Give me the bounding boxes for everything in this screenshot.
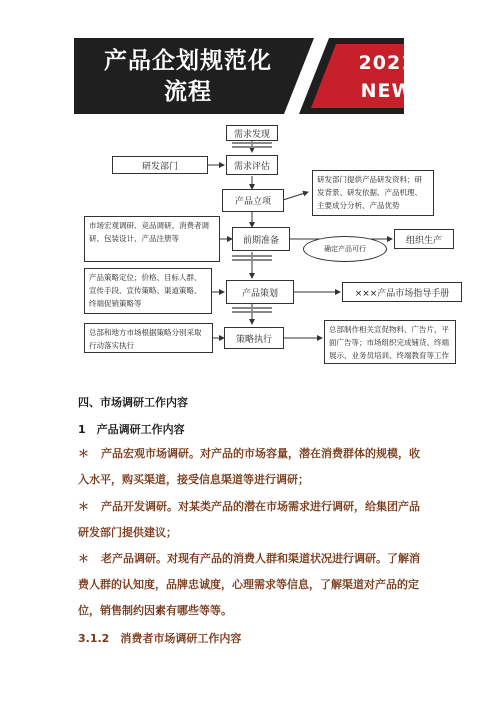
paragraph-macro-research: ＊ 产品宏观市场调研。对产品的市场容量，潜在消费群体的规模，收入水平，购买渠道，接受信息渠道等进行调研； [78, 447, 420, 486]
section-heading-4: 四、市场调研工作内容 [78, 396, 188, 409]
new-label: NEW [360, 80, 414, 102]
step-product-planning: 产品策划 [226, 280, 294, 304]
page-title: 产品企划规范化 流程 [104, 48, 272, 105]
bullet-star-icon: ＊ [78, 552, 89, 565]
rd-materials-note: 研发部门提供产品研发资料；研发背景、研发依据、产品机理、主要成分分析、产品优势 [312, 170, 434, 216]
section-heading-1: 1 产品调研工作内容 [78, 423, 185, 436]
market-research-note: 市场宏观调研、竞品调研、消费者调研、包装设计、产品注册等 [84, 216, 220, 262]
paragraph-old-product-research: ＊ 老产品调研。对现有产品的消费人群和渠道状况进行调研。了解消费人群的认知度，品牌忠诚度，心理需求等信息，了解渠道对产品的定位，销售制约因素有哪些等等。 [78, 552, 420, 617]
bullet-star-icon: ＊ [78, 500, 89, 513]
product-strategy-note: 产品策略定位；价格、目标人群、宣传手段、宣传策略、渠道策略、终端促销策略等 [84, 268, 212, 314]
step-strategy-execution: 策略执行 [224, 327, 284, 349]
step-demand-discovery: 需求发现 [226, 125, 278, 141]
rd-department-box: 研发部门 [112, 156, 208, 174]
hq-promotion-note: 总部制作相关宣促物料、广告片，平面广告等；市场组织完成铺货、终端展示、业务员培训、终端教育等工作 [324, 320, 456, 364]
bullet-star-icon: ＊ [78, 447, 89, 460]
organize-production-box: 组织生产 [394, 229, 454, 249]
step-demand-evaluation: 需求评估 [226, 155, 278, 175]
feasibility-ellipse: 确定产品可行 [303, 236, 387, 262]
market-manual-box: ×××产品市场指导手册 [342, 282, 462, 302]
paragraph-dev-research: ＊ 产品开发调研。对某类产品的潜在市场需求进行调研，给集团产品研发部门提供建议； [78, 500, 420, 539]
execution-note: 总部和地方市场根据策略分别采取行动落实执行 [84, 323, 213, 353]
year-label: 2021 [358, 52, 416, 74]
step-preparation: 前期准备 [232, 227, 290, 251]
section-heading-3-1-2: 3.1.2 消费者市场调研工作内容 [78, 632, 242, 645]
step-product-approval: 产品立项 [222, 189, 284, 212]
